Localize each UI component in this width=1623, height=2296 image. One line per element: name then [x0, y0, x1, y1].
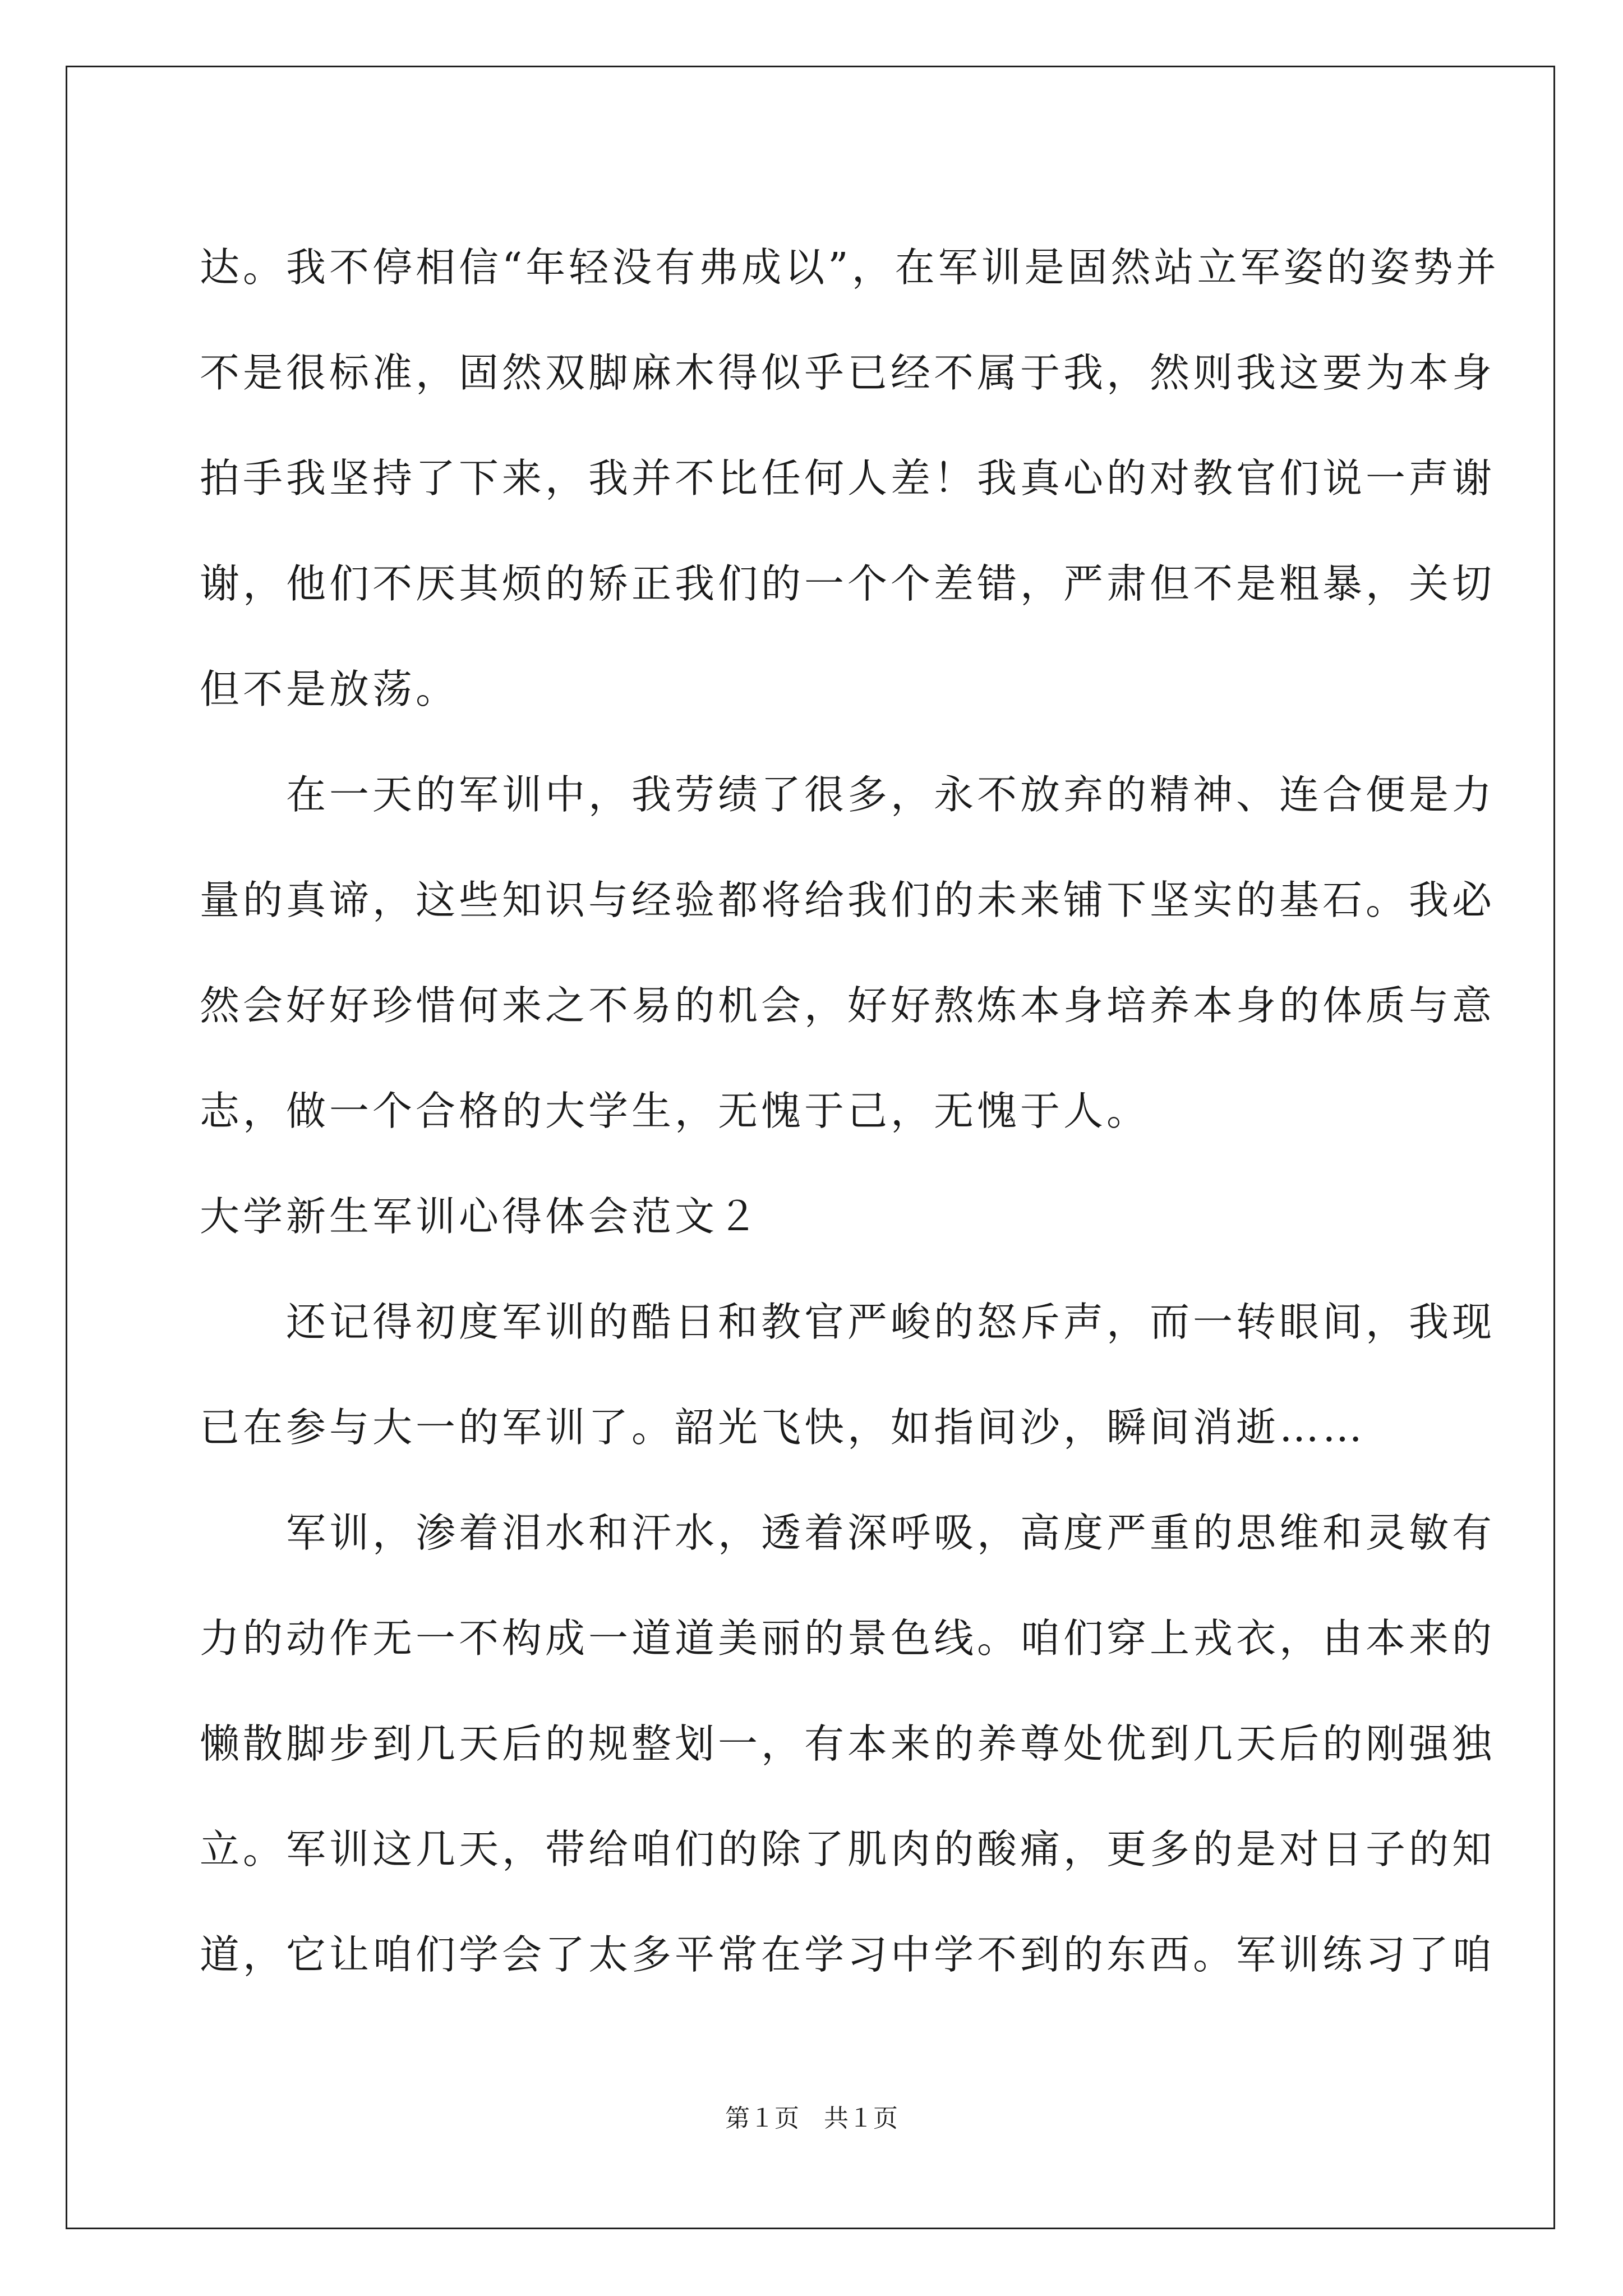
paragraph-line: 拍手我坚持了下来，我并不比任何人差！我真心的对教官们说一声谢: [200, 455, 1496, 501]
document-body: [200, 215, 1500, 2008]
paragraph-line: 谢，他们不厌其烦的矫正我们的一个个差错，严肃但不是粗暴，关切: [200, 560, 1496, 607]
paragraph-line: 然会好好珍惜何来之不易的机会，好好熬炼本身培养本身的体质与意: [200, 982, 1496, 1029]
paragraph-line: 已在参与大一的军训了。韶光飞快，如指间沙，瞬间消逝……: [200, 1404, 1366, 1451]
paragraph-line: 但不是放荡。: [200, 666, 459, 712]
paragraph-line: 志，做一个合格的大学生，无愧于己，无愧于人。: [200, 1088, 1150, 1134]
paragraph-line: 力的动作无一不构成一道道美丽的景色线。咱们穿上戎衣，由本来的: [200, 1615, 1496, 1662]
paragraph-line: 懒散脚步到几天后的规整划一，有本来的养尊处优到几天后的刚强独: [200, 1720, 1496, 1767]
section-heading: 大学新生军训心得体会范文２: [200, 1193, 762, 1240]
paragraph-line: 军训，渗着泪水和汗水，透着深呼吸，高度严重的思维和灵敏有: [286, 1510, 1496, 1556]
paragraph-line: 不是很标准，固然双脚麻木得似乎已经不属于我，然则我这要为本身: [200, 349, 1496, 396]
paragraph-line: 立。军训这几天，带给咱们的除了肌肉的酸痛，更多的是对日子的知: [200, 1826, 1496, 1872]
paragraph-line: 在一天的军训中，我劳绩了很多，永不放弃的精神、连合便是力: [286, 771, 1496, 818]
paragraph-line: 量的真谛，这些知识与经验都将给我们的未来铺下坚实的基石。我必: [200, 877, 1496, 923]
paragraph-line: 达。我不停相信“年轻没有弗成以”，在军训是固然站立军姿的姿势并: [200, 244, 1500, 291]
paragraph-line: 还记得初度军训的酷日和教官严峻的怒斥声，而一转眼间，我现: [286, 1299, 1496, 1345]
page-footer: 第１页 共１页: [725, 2104, 898, 2133]
paragraph-line: 道，它让咱们学会了太多平常在学习中学不到的东西。军训练习了咱: [200, 1931, 1496, 1978]
